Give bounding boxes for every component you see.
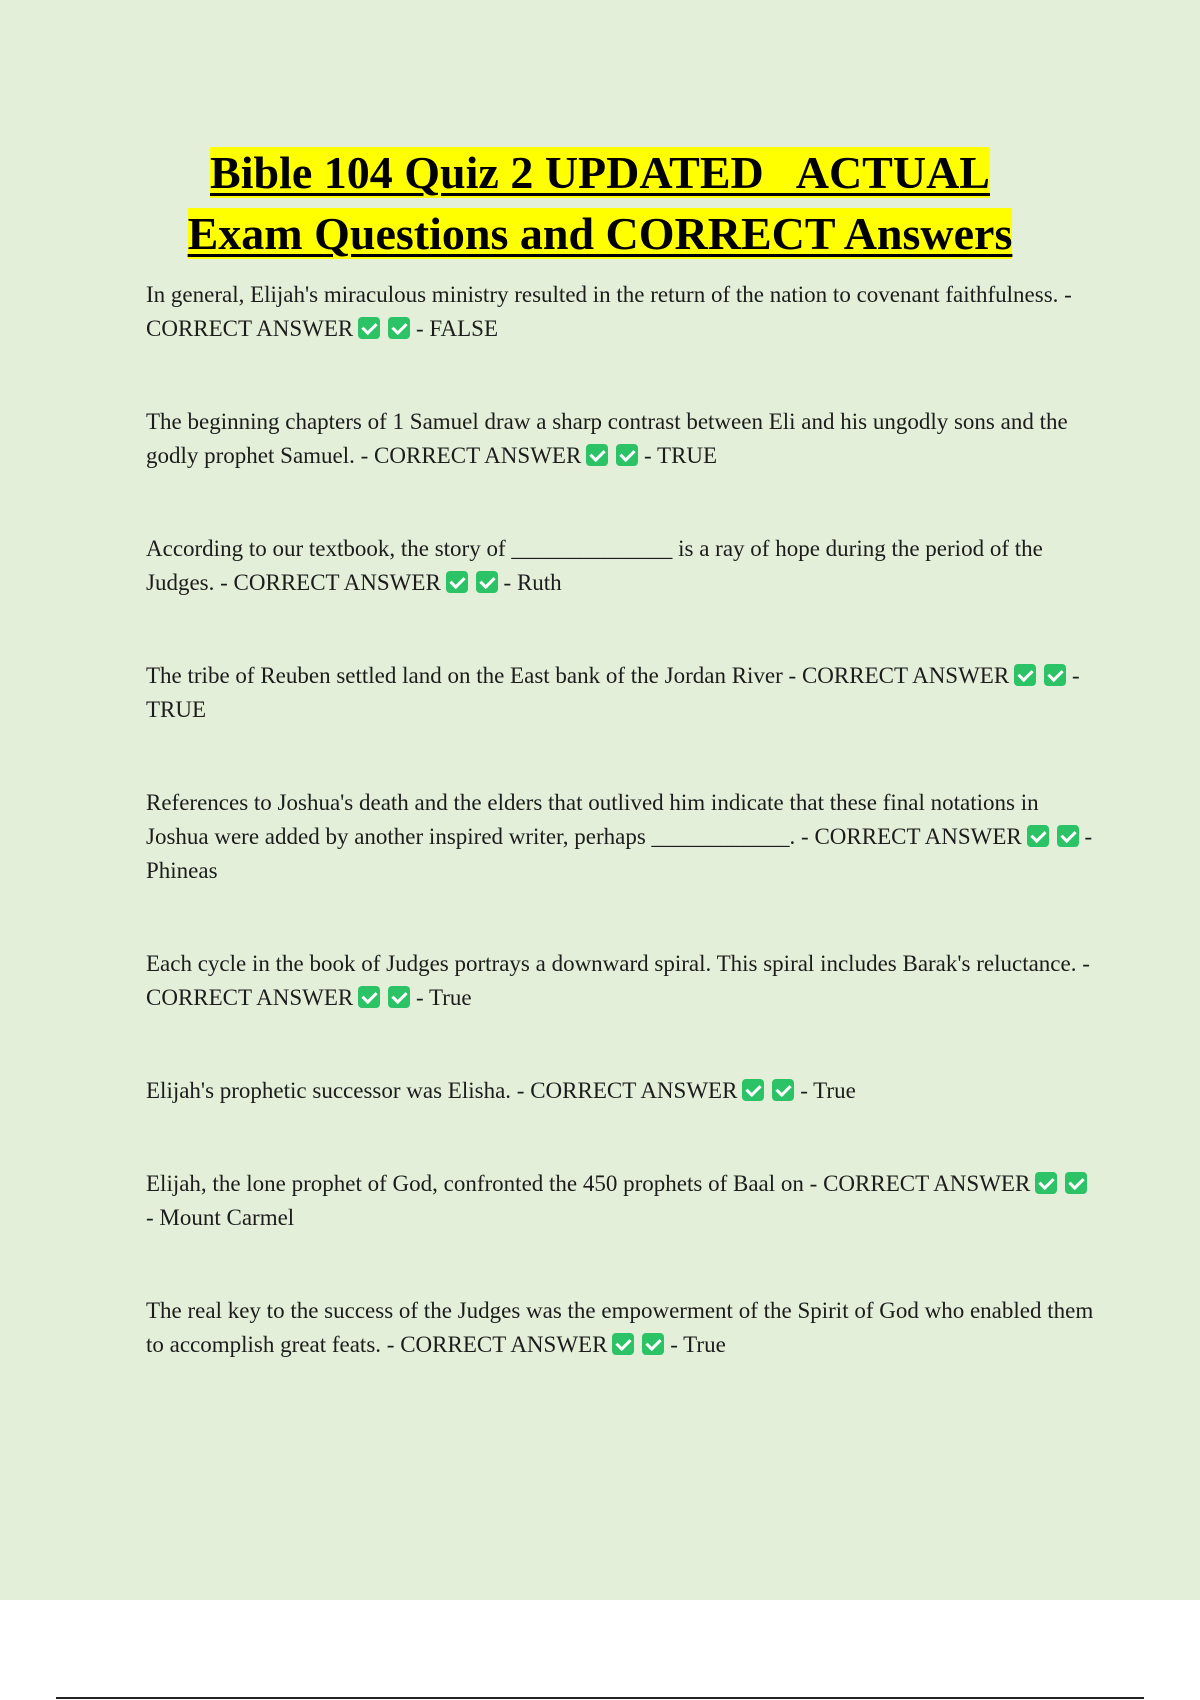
answer-marker: CORRECT ANSWER — [233, 570, 441, 595]
question-text: Elijah's prophetic successor was Elisha. - — [146, 1078, 531, 1103]
answer-marker: CORRECT ANSWER — [530, 1078, 738, 1103]
answer-text: - TRUE — [638, 443, 718, 468]
answer-text: - FALSE — [410, 316, 498, 341]
check-mark-icon — [1035, 1172, 1057, 1194]
check-mark-icon — [388, 986, 410, 1008]
answer-marker: CORRECT ANSWER — [801, 663, 1010, 688]
question-text: According to our textbook, the story of ______________ is a ray of hope during the period of the Judges. - — [146, 536, 1043, 595]
title-line-2: Exam Questions and CORRECT Answers — [187, 208, 1013, 259]
answer-text: - Mount Carmel — [146, 1205, 295, 1230]
question-text: In general, Elijah's miraculous ministry resulted in the return of the nation to covenant faithfulness. - — [146, 282, 1072, 307]
check-mark-icon — [476, 571, 498, 593]
check-mark-icon — [642, 1333, 664, 1355]
check-mark-icon — [742, 1079, 764, 1101]
qa-item — [146, 659, 1096, 727]
check-mark-icon — [612, 1333, 634, 1355]
footer-divider — [56, 1697, 1144, 1699]
check-mark-icon — [446, 571, 468, 593]
answer-text: - Ruth — [497, 570, 562, 595]
check-mark-icon — [1057, 825, 1079, 847]
check-mark-icon — [358, 317, 380, 339]
check-mark-icon — [616, 444, 638, 466]
answer-text: - True — [664, 1332, 726, 1357]
qa-item — [146, 405, 1096, 473]
qa-item — [146, 947, 1096, 1015]
answer-marker: CORRECT ANSWER — [146, 985, 354, 1010]
qa-item — [146, 1294, 1096, 1362]
answer-marker: CORRECT ANSWER — [374, 443, 582, 468]
answer-text: - TRUE — [146, 663, 1080, 722]
question-text: Each cycle in the book of Judges portrays a downward spiral. This spiral includes Barak's reluctance. - — [146, 951, 1090, 976]
qa-item — [146, 532, 1096, 600]
question-text: The tribe of Reuben settled land on the East bank of the Jordan River - — [146, 663, 802, 688]
question-text: The beginning chapters of 1 Samuel draw a sharp contrast between Eli and his ungodly sons and the godly prophet Samuel. - — [146, 409, 1068, 468]
answer-marker: CORRECT ANSWER — [146, 316, 354, 341]
answer-marker: CORRECT ANSWER — [814, 824, 1022, 849]
qa-item — [146, 278, 1096, 346]
answer-text: - True — [410, 985, 472, 1010]
check-mark-icon — [1044, 664, 1066, 686]
qa-item — [146, 1074, 1096, 1108]
check-mark-icon — [1027, 825, 1049, 847]
question-text: References to Joshua's death and the elders that outlived him indicate that these final notations in Joshua were added by another inspired writer, perhaps ____________. - — [146, 790, 1039, 849]
qa-item — [146, 786, 1096, 888]
answer-text: - True — [794, 1078, 856, 1103]
title-line-1: Bible 104 Quiz 2 UPDATED ACTUAL — [210, 147, 990, 198]
check-mark-icon — [1014, 664, 1036, 686]
check-mark-icon — [1065, 1172, 1087, 1194]
document-title — [0, 142, 1200, 264]
question-text: The real key to the success of the Judges was the empowerment of the Spirit of God who enabled them to accomplish great feats. - — [146, 1298, 1094, 1357]
qa-list — [146, 278, 1096, 1421]
question-text: Elijah, the lone prophet of God, confronted the 450 prophets of Baal on - — [146, 1171, 824, 1196]
check-mark-icon — [772, 1079, 794, 1101]
check-mark-icon — [586, 444, 608, 466]
answer-text: - Phineas — [146, 824, 1093, 883]
answer-marker: CORRECT ANSWER — [400, 1332, 608, 1357]
answer-marker: CORRECT ANSWER — [823, 1171, 1031, 1196]
qa-item — [146, 1167, 1096, 1235]
check-mark-icon — [388, 317, 410, 339]
check-mark-icon — [358, 986, 380, 1008]
